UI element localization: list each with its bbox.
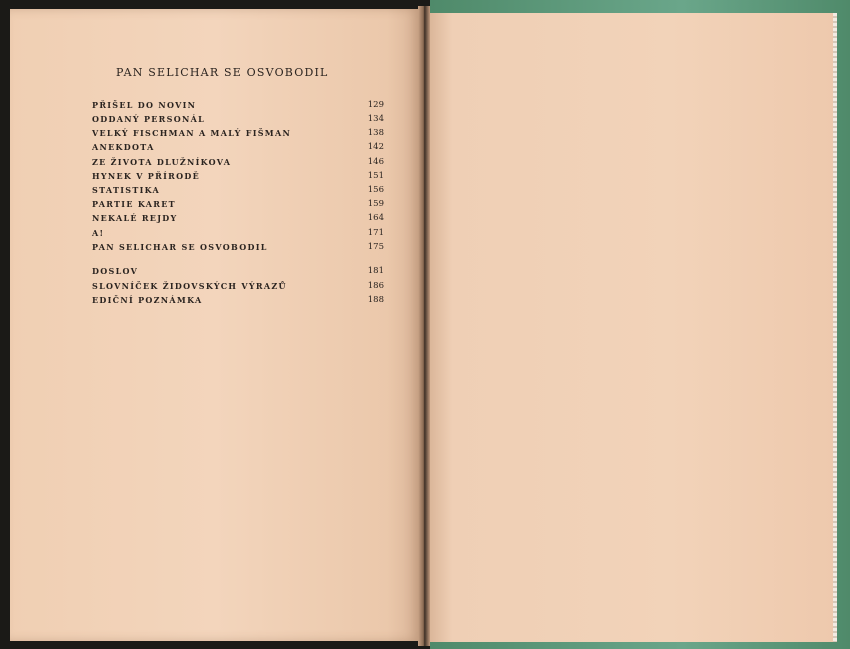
toc-entry (92, 170, 384, 183)
toc-entry-label: EDIČNÍ POZNÁMKA (92, 295, 203, 305)
table-of-contents (92, 9, 384, 641)
toc-entry-label: NEKALÉ REJDY (92, 213, 178, 223)
toc-entry (92, 294, 384, 307)
toc-entry-label: ZE ŽIVOTA DLUŽNÍKOVA (92, 157, 232, 167)
toc-entry-page: 159 (367, 199, 384, 209)
toc-entry (92, 227, 384, 240)
toc-entry-page: 188 (367, 295, 384, 305)
toc-entry-label: ODDANÝ PERSONÁL (92, 114, 206, 124)
page-edges (833, 13, 837, 642)
toc-entry-label: SLOVNÍČEK ŽIDOVSKÝCH VÝRAZŮ (92, 281, 287, 291)
toc-entry-page: 138 (367, 128, 384, 138)
toc-entry-page: 151 (367, 171, 384, 181)
toc-entry (92, 156, 384, 169)
toc-entry (92, 212, 384, 225)
toc-entry (92, 184, 384, 197)
left-page (10, 9, 420, 641)
toc-entry-page: 142 (367, 142, 384, 152)
toc-section-title: PAN SELICHAR SE OSVOBODIL (116, 66, 329, 79)
toc-entry-page: 134 (367, 114, 384, 124)
toc-entry (92, 113, 384, 126)
toc-entry (92, 265, 384, 278)
toc-entry-label: PŘIŠEL DO NOVIN (92, 100, 197, 110)
toc-entry-label: VELKÝ FISCHMAN A MALÝ FIŠMAN (92, 128, 292, 138)
toc-entry-page: 181 (367, 266, 384, 276)
toc-entry-page: 186 (367, 281, 384, 291)
toc-entry (92, 99, 384, 112)
toc-entry-label: PAN SELICHAR SE OSVOBODIL (92, 242, 268, 252)
toc-entry (92, 141, 384, 154)
right-page-blank (428, 13, 833, 642)
toc-entry-label: HYNEK V PŘÍRODĚ (92, 171, 200, 181)
toc-entry-label: STATISTIKA (92, 185, 161, 195)
toc-entry-label: ANEKDOTA (92, 142, 155, 152)
toc-entry (92, 127, 384, 140)
toc-entry-page: 156 (367, 185, 384, 195)
toc-entry (92, 198, 384, 211)
toc-entry-page: 164 (367, 213, 384, 223)
toc-entry (92, 241, 384, 254)
toc-entry (92, 280, 384, 293)
toc-entry-label: A! (92, 228, 105, 238)
book-gutter (418, 6, 430, 646)
toc-entry-page: 175 (367, 242, 384, 252)
toc-entry-page: 129 (367, 100, 384, 110)
toc-entry-label: PARTIE KARET (92, 199, 176, 209)
toc-entry-label: DOSLOV (92, 266, 139, 276)
toc-entry-page: 146 (367, 157, 384, 167)
toc-entry-page: 171 (367, 228, 384, 238)
